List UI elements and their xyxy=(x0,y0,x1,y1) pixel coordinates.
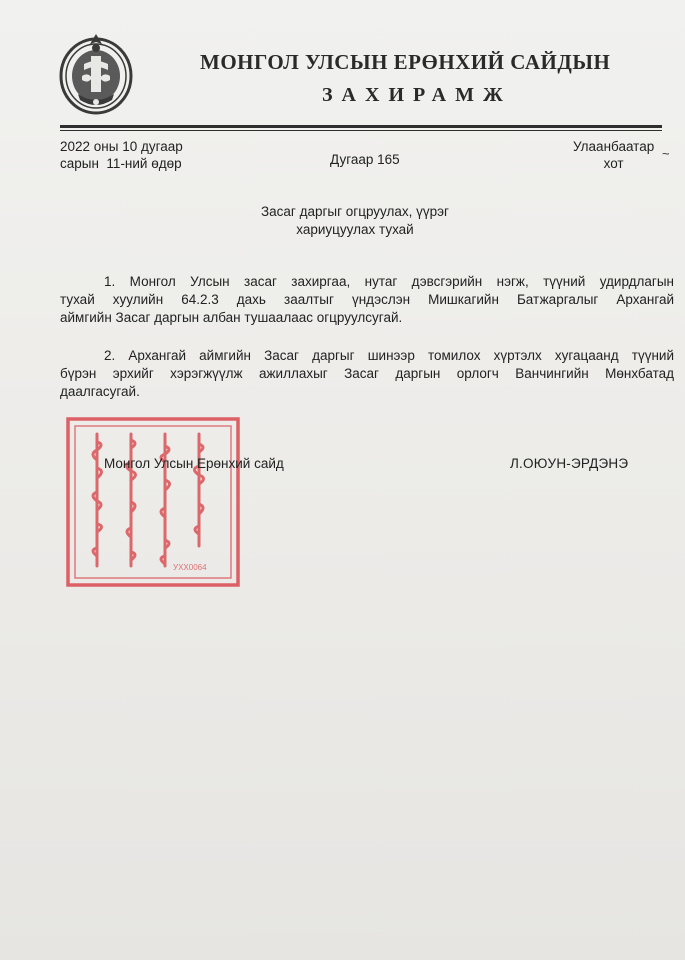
issue-place-line2: хот xyxy=(603,156,624,171)
header-rule-thin xyxy=(60,130,662,131)
issue-date-line1: 2022 оны 10 дугаар xyxy=(60,139,183,154)
document-title: МОНГОЛ УЛСЫН ЕРӨНХИЙ САЙДЫН xyxy=(200,50,611,74)
handwritten-margin-mark: ~ xyxy=(662,146,670,161)
seal-code: УХХ0064 xyxy=(173,563,207,572)
issue-date xyxy=(60,138,183,172)
issue-date-line2: сарын 11-ний өдөр xyxy=(60,156,182,171)
paragraph-1-line: аймгийн Засаг даргын албан тушаалаас огцруулсугай. xyxy=(60,310,403,325)
order-paragraph-2 xyxy=(60,347,674,401)
official-seal-stamp xyxy=(65,416,242,588)
subject-line1: Засаг даргыг огцруулах, үүрэг xyxy=(261,204,449,219)
document-subject xyxy=(200,203,510,239)
header-rule-thick xyxy=(60,125,662,128)
issue-place xyxy=(573,138,654,172)
paragraph-2-line: даалгасугай. xyxy=(60,384,140,399)
paragraph-1-line: тухай хуулийн 64.2.3 дахь заалтыг үндэслэн Мишкагийн Батжаргалыг Архангай xyxy=(60,292,674,307)
order-paragraph-1 xyxy=(60,273,674,327)
paragraph-2-line: бүрэн эрхийг хэрэгжүүлж ажиллахыг Засаг даргын орлогч Ванчингийн Мөнхбатад xyxy=(60,366,674,381)
signatory-position: Монгол Улсын Ерөнхий сайд xyxy=(104,456,284,471)
paragraph-1-line: 1. Монгол Улсын засаг захиргаа, нутаг дэвсгэрийн нэгж, түүний удирдлагын xyxy=(104,274,674,289)
state-emblem-icon xyxy=(58,30,134,116)
issue-place-line1: Улаанбаатар xyxy=(573,139,655,154)
document-type: ЗАХИРАМЖ xyxy=(322,84,512,106)
signatory-name: Л.ОЮУН-ЭРДЭНЭ xyxy=(510,456,629,471)
subject-line2: хариуцуулах тухай xyxy=(296,222,414,237)
document-number: Дугаар 165 xyxy=(330,152,400,167)
paragraph-2-line: 2. Архангай аймгийн Засаг даргыг шинээр томилох хүртэлх хугацаанд түүний xyxy=(104,348,674,363)
